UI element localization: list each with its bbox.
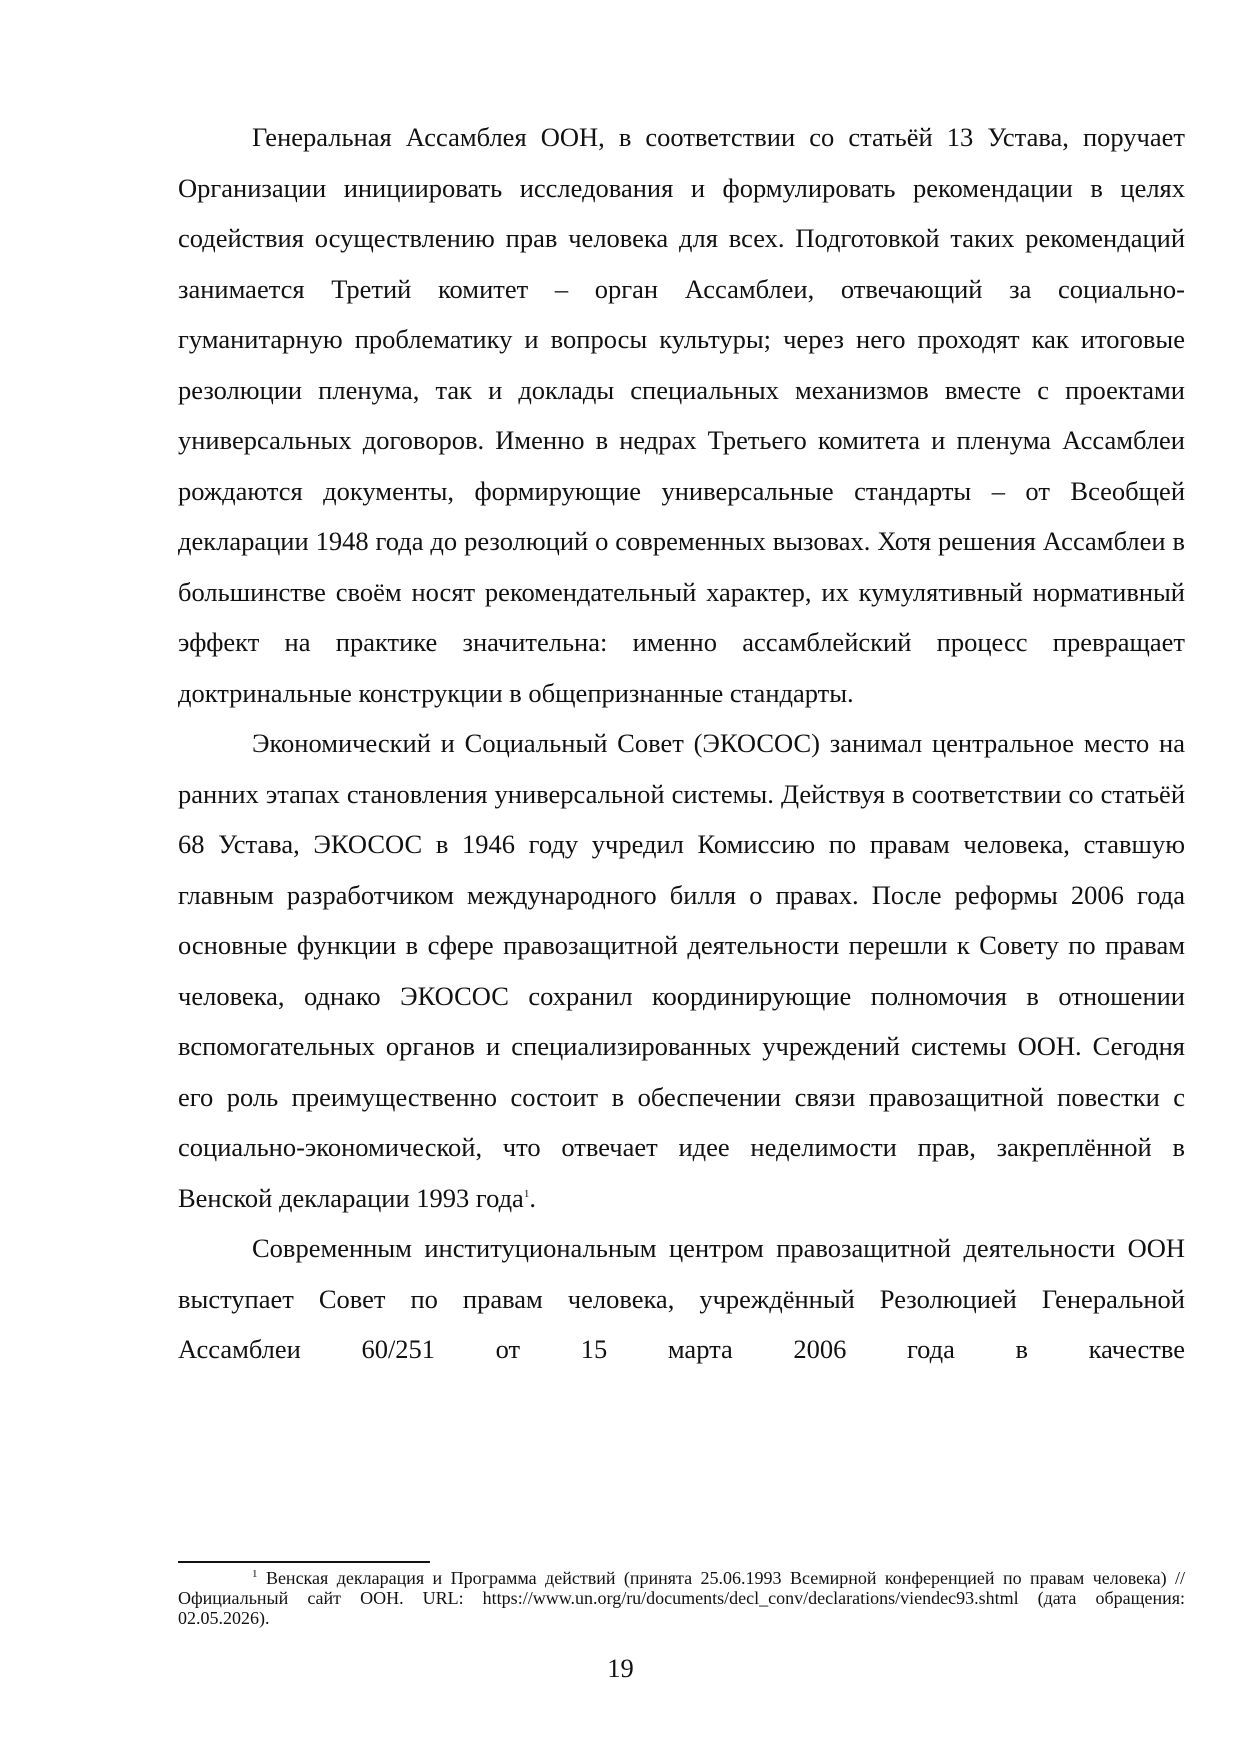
footnote — [178, 1568, 1185, 1628]
footnote-marker: 1 — [252, 1568, 258, 1580]
paragraph-1 — [178, 112, 1185, 718]
document-body — [178, 112, 1185, 1375]
footnote-separator — [178, 1561, 430, 1563]
paragraph-2 — [178, 718, 1185, 1223]
paragraph-1-text: Генеральная Ассамблея ООН, в соответствии со статьёй 13 Устава, поручает Организации инициировать исследования и формулировать рекомендации в целях содействия осуществлению прав человека для всех. Подготовкой таких рекомендаций занимается Третий комитет – орган Ассамблеи, отвечающий за социально-гуманитарную проблематику и вопросы культуры; через него проходят как итоговые резолюции пленума, так и доклады специальных механизмов вместе с проектами универсальных договоров. Именно в недрах Третьего комитета и пленума Ассамблеи рождаются документы, формирующие универсальные стандарты – от Всеобщей декларации 1948 года до резолюций о современных вызовах. Хотя решения Ассамблеи в большинстве своём носят рекомендательный характер, их кумулятивный нормативный эффект на практике значительна: именно ассамблейский процесс превращает доктринальные конструкции в общепризнанные стандарты. — [178, 122, 1185, 708]
page-number: 19 — [607, 1653, 634, 1683]
paragraph-2-text: Экономический и Социальный Совет (ЭКОСОС) занимал центральное место на ранних этапах становления универсальной системы. Действуя в соответствии со статьёй 68 Устава, ЭКОСОС в 1946 году учредил Комиссию по правам человека, ставшую главным разработчиком международного билля о правах. После реформы 2006 года основные функции в сфере правозащитной деятельности перешли к Совету по правам человека, однако ЭКОСОС сохранил координирующие полномочия в отношении вспомогательных органов и специализированных учреждений системы ООН. Сегодня его роль преимущественно состоит в обеспечении связи правозащитной повестки с социально-экономической, что отвечает идее неделимости прав, закреплённой в Венской декларации 1993 года — [178, 728, 1185, 1213]
paragraph-3-text: Современным институциональным центром правозащитной деятельности ООН выступает Совет по правам человека, учреждённый Резолюцией Генеральной Ассамблеи 60/251 от 15 марта 2006 года в качестве — [178, 1233, 1185, 1364]
paragraph-2-end: . — [529, 1182, 536, 1213]
footnote-text: Венская декларация и Программа действий (принята 25.06.1993 Всемирной конференцией по правам человека) // Официальный сайт ООН. URL: https://www.un.org/ru/documents/decl_conv/declarations/viendec93.shtml (дата обращения: 02.05.2026). — [178, 1568, 1186, 1628]
footnote-reference-marker[interactable]: 1 — [523, 1187, 530, 1200]
paragraph-3 — [178, 1223, 1185, 1375]
